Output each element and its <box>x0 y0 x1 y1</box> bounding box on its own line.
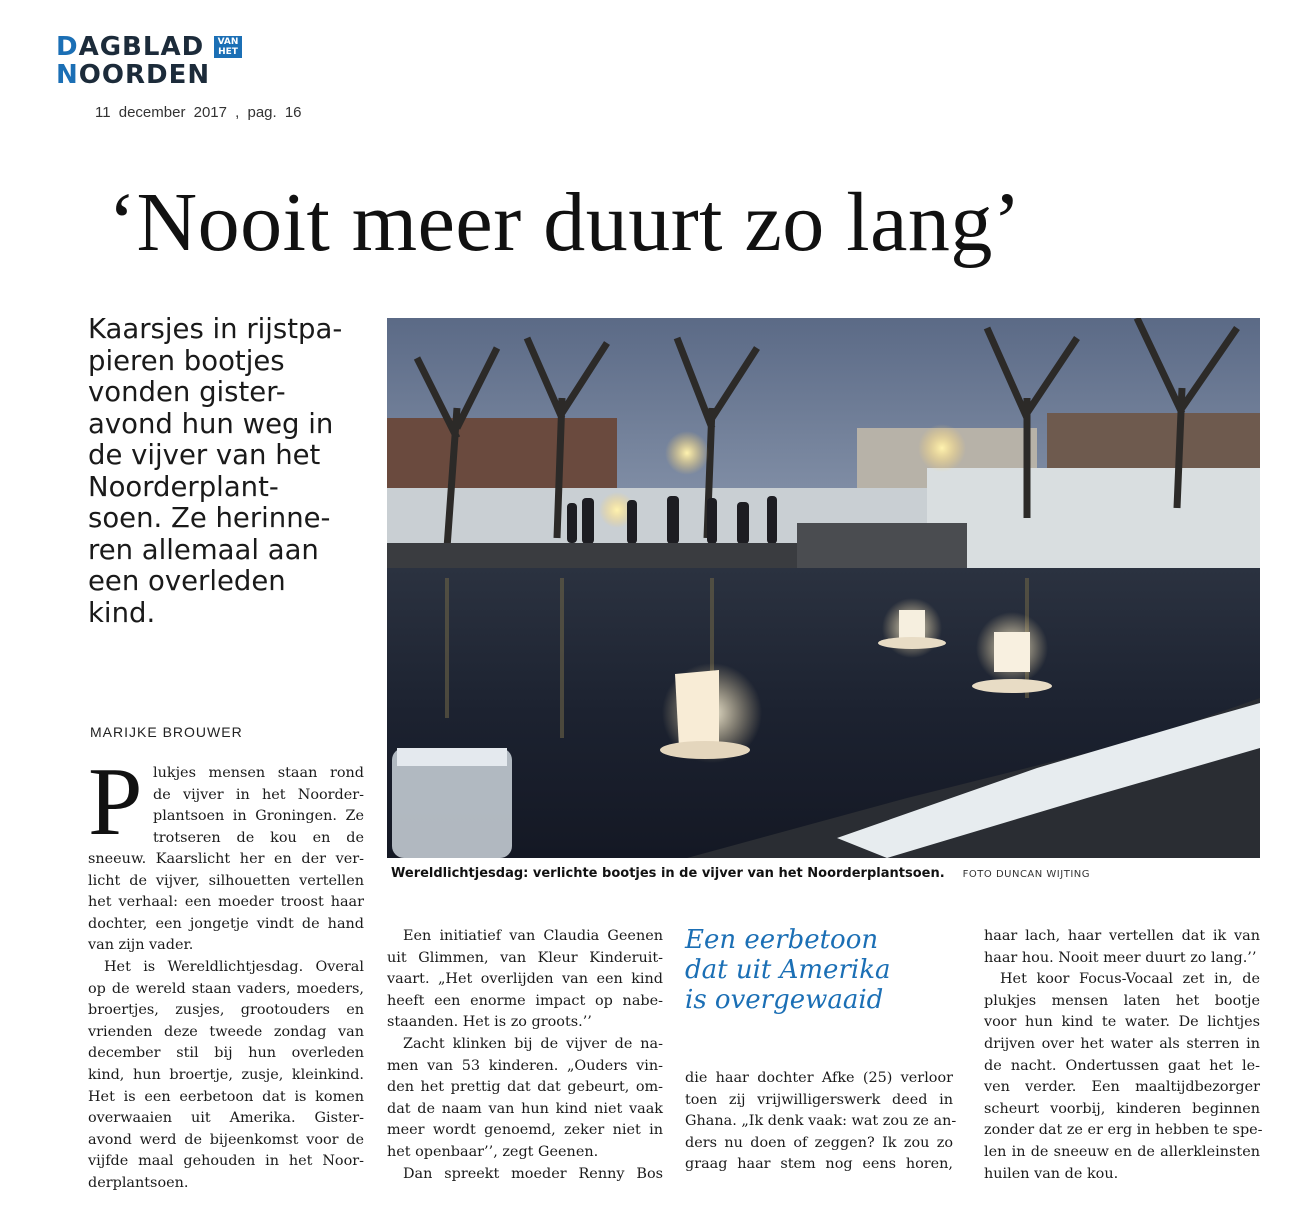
body-line: sneeuw. Kaarslicht her en der ver- <box>88 851 364 867</box>
body-line: december stil bij hun overleden <box>88 1045 364 1062</box>
body-line: dat de naam van hun kind niet vaak <box>387 1100 663 1117</box>
byline: MARIJKE BROUWER <box>90 724 243 740</box>
logo-line-2: NOORDEN <box>56 60 211 90</box>
logo-badge <box>214 36 242 58</box>
intro-line: Noorderplant- <box>88 470 279 503</box>
body-line: haar lach, haar vertellen dat ik van <box>984 928 1260 944</box>
article-photo <box>387 318 1260 858</box>
logo-line-1: DAGBLAD <box>56 32 205 62</box>
newspaper-logo <box>56 34 246 88</box>
article-intro <box>88 314 368 629</box>
body-column-1-dropcap <box>153 763 364 849</box>
body-line: lukjes mensen staan rond <box>153 765 364 781</box>
pond-photo-illustration <box>387 318 1260 858</box>
logo-badge-top: VAN <box>217 37 239 47</box>
body-line: op de wereld staan vaders, moeders, <box>88 980 364 997</box>
body-line: licht de vijver, silhouetten vertellen <box>88 872 364 889</box>
body-line: Het koor Focus-Vocaal zet in, de <box>1000 971 1260 988</box>
body-line: voor hun kind te water. De lichtjes <box>984 1014 1260 1031</box>
body-column-3 <box>685 1068 957 1176</box>
body-line: plukjes mensen laten het bootje <box>984 992 1260 1009</box>
intro-line: Kaarsjes in rijstpa- <box>88 313 343 345</box>
intro-line: soen. Ze herinne- <box>88 502 331 534</box>
body-line: broertjes, zusjes, grootouders en <box>88 1002 364 1019</box>
body-line: derplantsoen. <box>88 1174 189 1191</box>
body-line: toen zij vrijwilligerswerk deed in <box>685 1091 953 1108</box>
body-line: de nacht. Ondertussen gaat het le- <box>984 1057 1260 1074</box>
pull-quote-line: Een eerbetoon <box>685 925 879 955</box>
body-line: Het is een eerbetoon dat is komen <box>88 1088 364 1105</box>
logo-badge-bottom: HET <box>218 47 238 57</box>
intro-line: kind. <box>88 596 156 629</box>
intro-line: de vijver van het <box>88 439 321 471</box>
intro-line: pieren bootjes <box>88 344 285 377</box>
body-line: den het prettig dat dat gebeurt, om- <box>387 1079 663 1096</box>
body-line: dochter, een jongetje vindt de hand <box>88 915 364 932</box>
photo-credit: FOTO DUNCAN WIJTING <box>962 869 1090 880</box>
intro-line: ren allemaal aan <box>88 533 319 566</box>
body-line: len in de sneeuw en de allerkleinsten <box>984 1143 1260 1160</box>
body-line: vrienden deze tweede zondag van <box>88 1023 364 1040</box>
body-line: men van 53 kinderen. „Ouders vin- <box>387 1057 663 1074</box>
intro-line: avond hun weg in <box>88 407 334 440</box>
body-line: plantsoen in Groningen. Ze <box>153 808 364 825</box>
body-line: die haar dochter Afke (25) verloor <box>685 1070 953 1086</box>
body-line: haar hou. Nooit meer duurt zo lang.’’ <box>984 949 1257 966</box>
pull-quote-line: dat uit Amerika <box>685 955 891 985</box>
intro-line: een overleden <box>88 565 286 597</box>
body-line: Dan spreekt moeder Renny Bos <box>403 1165 663 1182</box>
body-column-4 <box>984 926 1263 1185</box>
body-line: zonder dat ze er erg in hebben te spe- <box>984 1122 1263 1139</box>
body-line: van zijn vader. <box>88 937 194 954</box>
intro-line: vonden gister- <box>88 376 286 408</box>
body-line: kind, hun broertje, zusje, kleinkind. <box>88 1066 364 1083</box>
body-line: drijven over het water als sterren in <box>984 1035 1260 1052</box>
pull-quote-line: is overgewaaid <box>685 985 884 1015</box>
body-column-2 <box>387 926 663 1185</box>
body-line: Ghana. „Ik denk vaak: wat zou ze an- <box>685 1113 957 1130</box>
body-line: huilen van de kou. <box>984 1165 1119 1182</box>
drop-cap: P <box>88 748 143 856</box>
body-line: heeft een enorme impact op nabe- <box>387 992 663 1009</box>
body-line: vijfde maal gehouden in het Noor- <box>88 1153 364 1170</box>
body-line: trotseren de kou en de <box>153 829 364 846</box>
body-line: ders nu doen of zeggen? Ik zou zo <box>685 1134 953 1151</box>
body-line: uit Glimmen, van Kleur Kinderuit- <box>387 949 663 966</box>
body-line: Het is Wereldlichtjesdag. Overal <box>104 958 364 975</box>
body-line: de vijver in het Noorder- <box>153 786 364 803</box>
body-line: het openbaar’’, zegt Geenen. <box>387 1143 599 1160</box>
body-line: Een initiatief van Claudia Geenen <box>403 928 663 944</box>
body-line: Zacht klinken bij de vijver de na- <box>403 1035 663 1052</box>
body-line: avond werd de bijeenkomst voor de <box>88 1131 364 1148</box>
body-column-1 <box>88 849 364 1195</box>
pull-quote <box>685 925 945 1015</box>
publication-date: 11 december 2017 , pag. 16 <box>95 104 302 121</box>
body-line: vaart. „Het overlijden van een kind <box>387 971 663 988</box>
article-headline: ‘Nooit meer duurt zo lang’ <box>108 176 1022 269</box>
body-line: overwaaien uit Amerika. Gister- <box>88 1110 364 1127</box>
body-line: graag haar stem nog eens horen, <box>685 1156 953 1173</box>
photo-caption <box>391 866 1291 881</box>
body-line: ven verder. Een maaltijdbezorger <box>984 1079 1260 1096</box>
body-line: het verhaal: een moeder troost haar <box>88 894 364 911</box>
body-line: staanden. Het is zo groots.’’ <box>387 1014 592 1031</box>
caption-text: Wereldlichtjesdag: verlichte bootjes in de vijver van het Noorderplantsoen. <box>391 866 945 881</box>
body-line: scheurt voorbij, kinderen beginnen <box>984 1100 1260 1117</box>
body-line: meer wordt genoemd, zeker niet in <box>387 1122 663 1139</box>
